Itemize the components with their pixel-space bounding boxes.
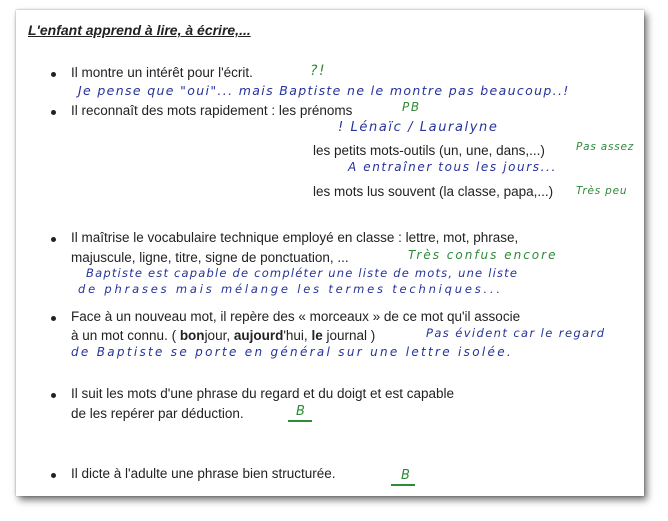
item-5-mark: B [296,404,307,419]
bullet [51,393,56,398]
item-6-mark-underline [391,484,415,486]
item-3-text-line-2: majuscule, ligne, titre, signe de ponctuation, ... [71,250,349,265]
item-5-text-line-2: de les repérer par déduction. [71,406,244,421]
item-6-mark: B [401,468,412,483]
document-page [16,10,644,496]
item-4-text-line-1: Face à un nouveau mot, il repère des « morceaux » de ce mot qu'il associe [71,309,521,324]
bullet [51,110,56,115]
page-title: L'enfant apprend à lire, à écrire,... [28,22,251,38]
item-3-note-line-2: de phrases mais mélange les termes techniques... [78,282,503,296]
item-4-note: de Baptiste se porte en général sur une lettre isolée. [71,345,513,359]
item-3-note-line-1: Baptiste est capable de compléter une liste de mots, une liste [86,266,519,280]
item-2-sub-1-text: les petits mots-outils (un, une, dans,...) [313,143,545,158]
bullet [51,237,56,242]
item-2-mark: PB [402,100,421,114]
item-1-text: Il montre un intérêt pour l'écrit. [71,65,253,80]
item-2-sub-2-text: les mots lus souvent (la classe, papa,...) [313,184,554,199]
item-4-text-line-2: à un mot connu. ( bonjour, aujourd'hui, le journal ) [71,328,376,343]
item-2-text: Il reconnaît des mots rapidement : les prénoms [71,103,353,118]
item-2-note: ! Lénaïc / Lauralyne [338,120,499,135]
item-5-mark-underline [288,420,312,422]
bullet [51,72,56,77]
item-1-mark: ?! [310,63,327,79]
item-6-text: Il dicte à l'adulte une phrase bien structurée. [71,466,336,481]
item-3-mark: Très confus encore [408,248,558,262]
item-2-sub-2-mark: Très peu [576,185,628,197]
item-2-sub-1-mark: Pas assez [576,141,635,153]
item-2-sub-1-note: A entraîner tous les jours... [348,160,557,174]
item-3-text-line-1: Il maîtrise le vocabulaire technique employé en classe : lettre, mot, phrase, [71,230,519,245]
bullet [51,473,56,478]
item-5-text-line-1: Il suit les mots d'une phrase du regard et du doigt et est capable [71,386,455,401]
item-4-mark: Pas évident car le regard [426,326,606,340]
item-1-note: Je pense que "oui"... mais Baptiste ne le montre pas beaucoup..! [78,83,570,98]
bullet [51,316,56,321]
